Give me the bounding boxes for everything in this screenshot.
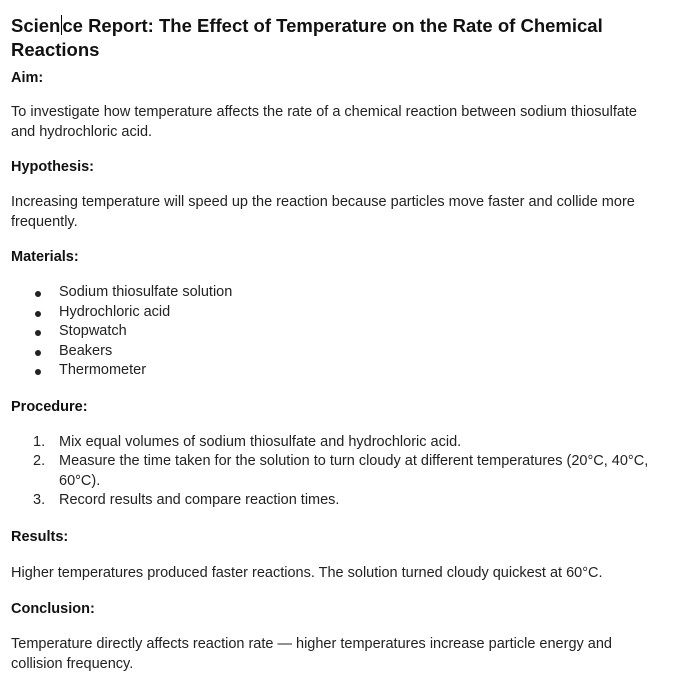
list-number: 2. (33, 453, 46, 469)
bullet-icon (35, 369, 41, 375)
title-part-2: ce Report: The Effect of Temperature on the Rate of Chemical Reactions (11, 15, 603, 60)
hypothesis-text: Increasing temperature will speed up the reaction because particles move faster and collide more frequently. (11, 194, 635, 230)
hypothesis-heading: Hypothesis: (11, 159, 94, 175)
results-heading: Results: (11, 528, 69, 545)
list-item-text: Hydrochloric acid (59, 303, 171, 320)
bullet-icon (35, 311, 41, 317)
list-item-text: Stopwatch (59, 323, 127, 339)
materials-heading: Materials: (11, 249, 79, 265)
list-item (11, 342, 661, 362)
bullet-icon (35, 330, 41, 336)
materials-list (11, 283, 661, 381)
procedure-list (11, 433, 661, 511)
conclusion-text: Temperature directly affects reaction rate — higher temperatures increase particle energy and collision frequency. (11, 635, 612, 672)
list-item (11, 322, 661, 342)
aim-text: To investigate how temperature affects the rate of a chemical reaction between sodium thiosulfate and hydrochloric acid. (11, 104, 637, 140)
list-item-text: Mix equal volumes of sodium thiosulfate and hydrochloric acid. (59, 433, 462, 450)
document-body[interactable] (11, 14, 661, 674)
list-item-text: Thermometer (59, 362, 147, 378)
list-item (11, 433, 661, 453)
list-item (11, 303, 661, 323)
list-item-text: Record results and compare reaction times. (59, 492, 340, 508)
list-item (11, 361, 661, 381)
list-number: 3. (33, 492, 46, 508)
list-number: 1. (33, 433, 46, 450)
bullet-icon (35, 350, 41, 356)
results-text: Higher temperatures produced faster reactions. The solution turned cloudy quickest at 60°C. (11, 564, 603, 581)
list-item-text: Sodium thiosulfate solution (59, 284, 233, 300)
conclusion-heading: Conclusion: (11, 600, 95, 617)
procedure-heading: Procedure: (11, 398, 88, 415)
list-item-text: Beakers (59, 342, 113, 359)
document-title[interactable] (11, 14, 661, 62)
list-item-text: Measure the time taken for the solution to turn cloudy at different temperatures (20°C, 40°C, 60°C). (59, 453, 649, 489)
title-part-1: Scien (11, 15, 61, 36)
list-item (11, 452, 661, 491)
list-item (11, 283, 661, 303)
aim-heading: Aim: (11, 70, 44, 86)
list-item (11, 491, 661, 511)
bullet-icon (35, 291, 41, 297)
